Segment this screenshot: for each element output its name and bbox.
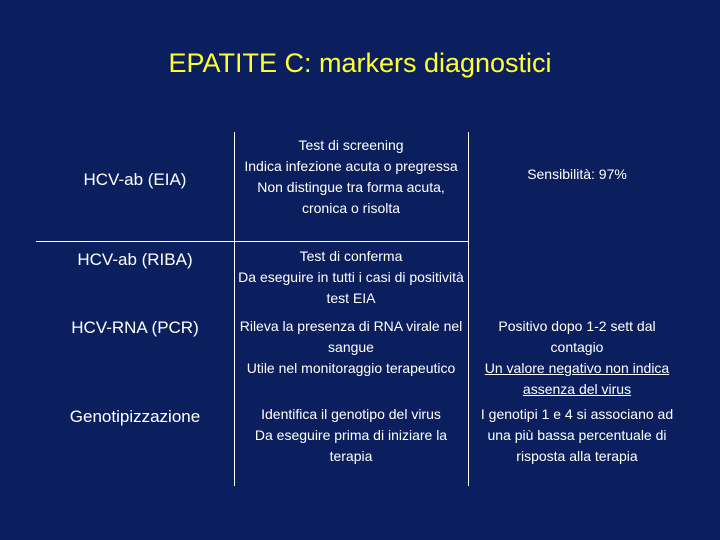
pcr-note-1: Positivo dopo 1-2 sett dal contagio [498, 318, 656, 355]
riba-description [238, 246, 464, 309]
column-divider-right [468, 132, 469, 486]
pcr-description [238, 316, 464, 379]
eia-line-2: Indica infezione acuta o pregressa [244, 158, 458, 174]
genotype-line-1: Identifica il genotipo del virus [261, 406, 441, 422]
eia-line-1: Test di screening [298, 137, 404, 153]
row-label-eia: HCV-ab (EIA) [83, 170, 187, 189]
genotype-line-2: Da eseguire prima di iniziare la terapia [254, 427, 448, 464]
riba-line-2: Da eseguire in tutti i casi di positività test EIA [238, 269, 464, 306]
genotype-note-1: I genotipi 1 e 4 si associano ad una più bassa percentuale di risposta alla terapia [480, 406, 674, 464]
eia-sensitivity: Sensibilità: 97% [527, 166, 627, 182]
pcr-note-2: Un valore negativo non indica assenza del virus [484, 360, 670, 397]
genotype-notes [472, 404, 682, 467]
slide-title: EPATITE C: markers diagnostici [168, 48, 552, 78]
row-label-pcr: HCV-RNA (PCR) [71, 318, 199, 337]
column-divider-left [234, 132, 235, 486]
row-label-genotype: Genotipizzazione [69, 407, 201, 426]
row-divider [36, 241, 468, 242]
eia-line-3: Non distingue tra forma acuta, cronica o risolta [257, 179, 445, 216]
pcr-line-2: Utile nel monitoraggio terapeutico [246, 360, 456, 376]
genotype-description [238, 404, 464, 467]
riba-line-1: Test di conferma [299, 248, 403, 264]
pcr-notes [472, 316, 682, 400]
row-label-riba: HCV-ab (RIBA) [77, 250, 193, 269]
pcr-line-1: Rileva la presenza di RNA virale nel sangue [239, 318, 463, 355]
eia-description [238, 135, 464, 219]
